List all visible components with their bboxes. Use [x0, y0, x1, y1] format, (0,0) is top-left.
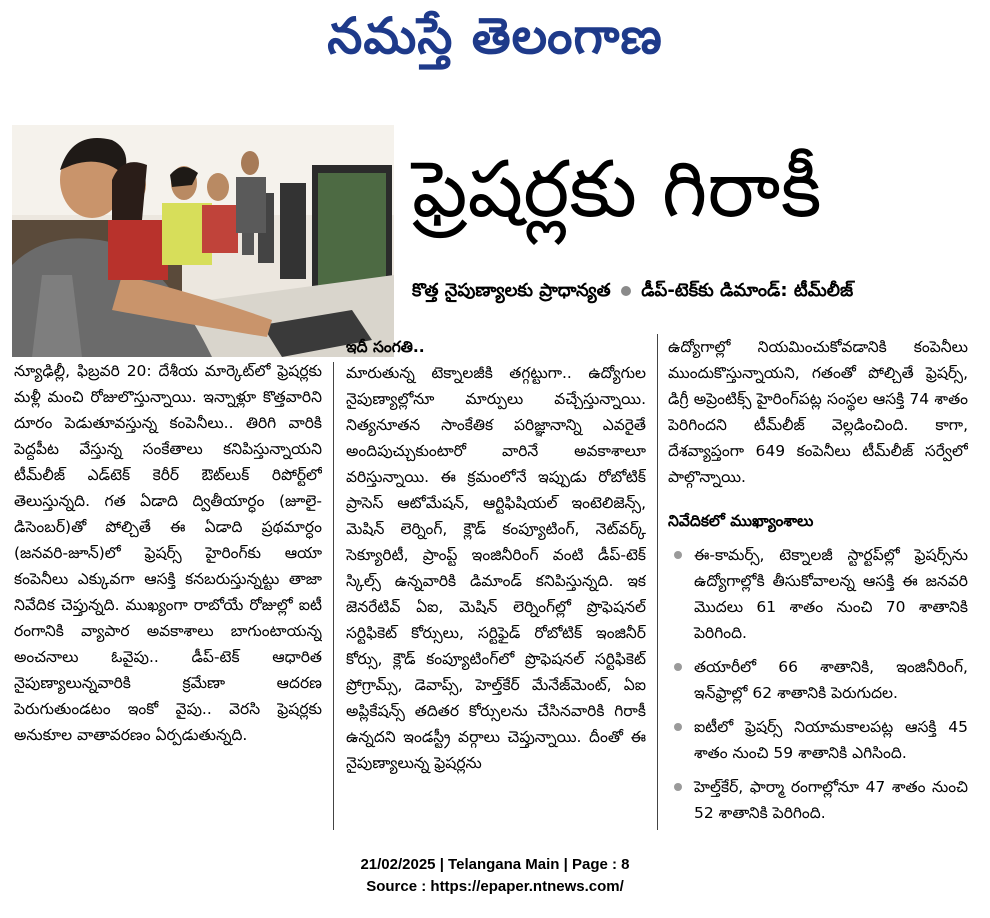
- highlight-text: హెల్త్‌కేర్‌, ఫార్మా రంగాల్లోనూ 47 శాతం నుంచి 52 శాతానికి పెరిగింది.: [694, 778, 968, 822]
- highlight-text: ఐటీలో ఫ్రెషర్స్‌ నియామకాలపట్ల ఆసక్తి 45 శాతం నుంచి 59 శాతానికి ఎగిసింది.: [694, 718, 968, 762]
- bullet-dot-icon: [674, 663, 682, 671]
- article-column-3: [668, 334, 968, 830]
- highlight-item: [668, 542, 968, 646]
- column-divider: [333, 362, 334, 830]
- section-label: ఇదీ సంగతి..: [346, 338, 425, 356]
- footer-edition-info: 21/02/2025 | Telangana Main | Page : 8: [360, 856, 630, 873]
- highlights-title: నివేదికలో ముఖ్యాంశాలు: [668, 512, 814, 530]
- bullet-dot-icon: [674, 551, 682, 559]
- highlight-item: [668, 654, 968, 706]
- highlight-item: [668, 714, 968, 766]
- subheadline: [412, 274, 982, 308]
- highlight-text: ఈ-కామర్స్‌, టెక్నాలజీ స్టార్టప్‌ల్లో ఫ్రెషర్స్‌ను ఉద్యోగాల్లోకి తీసుకోవాలన్న ఆసక్తి ఈ జనవరి మొదలు 61 శాతం నుంచి 70 శాతానికి పెరిగింది.: [694, 546, 968, 642]
- article-photo: [12, 125, 394, 357]
- article-paragraph: ఉద్యోగాల్లో నియమించుకోవడానికి కంపెనీలు ముందుకొస్తున్నాయని, గతంతో పోల్చితే ఫ్రెషర్స్‌, డిగ్రీ అప్రెంటిక్స్‌ హైరింగ్‌పట్ల సంస్థల ఆసక్తి 74 శాతం పెరిగిందని టీమ్‌లీజ్‌ వెల్లడించింది. కాగా, దేశవ్యాప్తంగా 649 కంపెనీలు టీమ్‌లీజ్‌ సర్వేలో పాల్గొన్నాయి.: [668, 338, 968, 486]
- article-column-1: [14, 358, 322, 828]
- newspaper-masthead: నమస్తే తెలంగాణ: [327, 7, 663, 65]
- subhead-part2: డీప్‌-టెక్‌కు డిమాండ్‌: టీమ్‌లీజ్‌: [641, 280, 854, 301]
- bullet-dot-icon: [674, 783, 682, 791]
- bullet-dot-icon: [621, 286, 631, 296]
- highlight-item: [668, 774, 968, 826]
- highlight-text: తయారీలో 66 శాతానికి, ఇంజినీరింగ్‌, ఇన్‌ఫ్రాల్లో 62 శాతానికి పెరుగుదల.: [694, 658, 968, 702]
- headline: ఫ్రెషర్లకు గిరాకీ: [412, 145, 822, 235]
- article-column-2: [346, 334, 646, 830]
- column-divider: [657, 334, 658, 830]
- bullet-dot-icon: [674, 723, 682, 731]
- article-paragraph: మారుతున్న టెక్నాలజీకి తగ్గట్టుగా.. ఉద్యోగుల నైపుణ్యాల్లోనూ మార్పులు వచ్చేస్తున్నాయి. నిత్యనూతన సాంకేతిక పరిజ్ఞానాన్ని ఎవరైతే అందిపుచ్చుకుంటారో వారినే అవకాశాలూ వరిస్తున్నాయి. ఈ క్రమంలోనే ఇప్పుడు రోబోటిక్‌ ప్రాసెస్‌ ఆటోమేషన్‌, ఆర్టిఫిషియల్‌ ఇంటెలిజెన్స్‌, మెషిన్‌ లెర్నింగ్‌, క్లౌడ్‌ కంప్యూటింగ్‌, నెట్‌వర్క్‌ సెక్యూరిటీ, ప్రాంప్ట్‌ ఇంజినీరింగ్‌ వంటి డీప్‌-టెక్‌ స్కిల్స్‌ ఉన్నవారికి డిమాండ్‌ కనిపిస్తున్నది. ఇక జెనరేటివ్‌ ఏఐ, మెషిన్‌ లెర్నింగ్‌ల్లో ప్రొఫెషనల్‌ సర్టిఫికెట్‌ కోర్సులు, సర్టిఫైడ్‌ రోబోటిక్‌ ఇంజినీర్‌ కోర్సు, క్లౌడ్‌ కంప్యూటింగ్‌లో ప్రొఫెషనల్‌ సర్టిఫికెట్‌ ప్రోగ్రామ్స్‌, డెవాప్స్‌, హెల్త్‌కేర్‌ మేనేజ్‌మెంట్‌, ఏఐ అప్లికేషన్స్‌ తదితర కోర్సులను చేసినవారికి గిరాకీ ఉన్నదని ఇండస్ట్రీ వర్గాలు చెప్తున్నాయి. దీంతో ఈ నైపుణ్యాలున్న ఫ్రెషర్లను: [346, 364, 646, 772]
- subhead-part1: కొత్త నైపుణ్యాలకు ప్రాధాన్యత: [412, 280, 611, 301]
- footer-source-link[interactable]: Source : https://epaper.ntnews.com/: [366, 878, 624, 895]
- article-paragraph: న్యూఢిల్లీ, ఫిబ్రవరి 20: దేశీయ మార్కెట్‌లో ఫ్రెషర్లకు మళ్లీ మంచి రోజులొస్తున్నాయి. ఇన్నాళ్లూ కొత్తవారిని దూరం పెడుతూవస్తున్న కంపెనీలు.. తిరిగి వారికి పెద్దపీట వేస్తున్న సంకేతాలు కనిపిస్తున్నాయని టీమ్‌లీజ్‌ ఎడ్‌టెక్‌ కెరీర్‌ ఔట్‌లుక్‌ రిపోర్ట్‌లో తెలుస్తున్నది. గత ఏడాది ద్వితీయార్ధం (జూలై-డిసెంబర్‌)తో పోల్చితే ఈ ఏడాది ప్రథమార్ధం (జనవరి-జూన్‌)లో ఫ్రెషర్స్‌ హైరింగ్‌కు ఆయా కంపెనీలు ఎక్కువగా ఆసక్తి కనబరుస్తున్నట్టు తాజా నివేదిక చెప్తున్నది. ముఖ్యంగా రాబోయే రోజుల్లో ఐటీ రంగానికి వ్యాపార అవకాశాలు బాగుంటాయన్న అంచనాలు ఓవైపు.. డీప్‌-టెక్‌ ఆధారిత నైపుణ్యాలున్నవారికి క్రమేణా ఆదరణ పెరుగుతుండటం ఇంకో వైపు.. వెరసి ఫ్రెషర్లకు అనుకూల వాతావరణం ఏర్పడుతున్నది.: [14, 362, 322, 744]
